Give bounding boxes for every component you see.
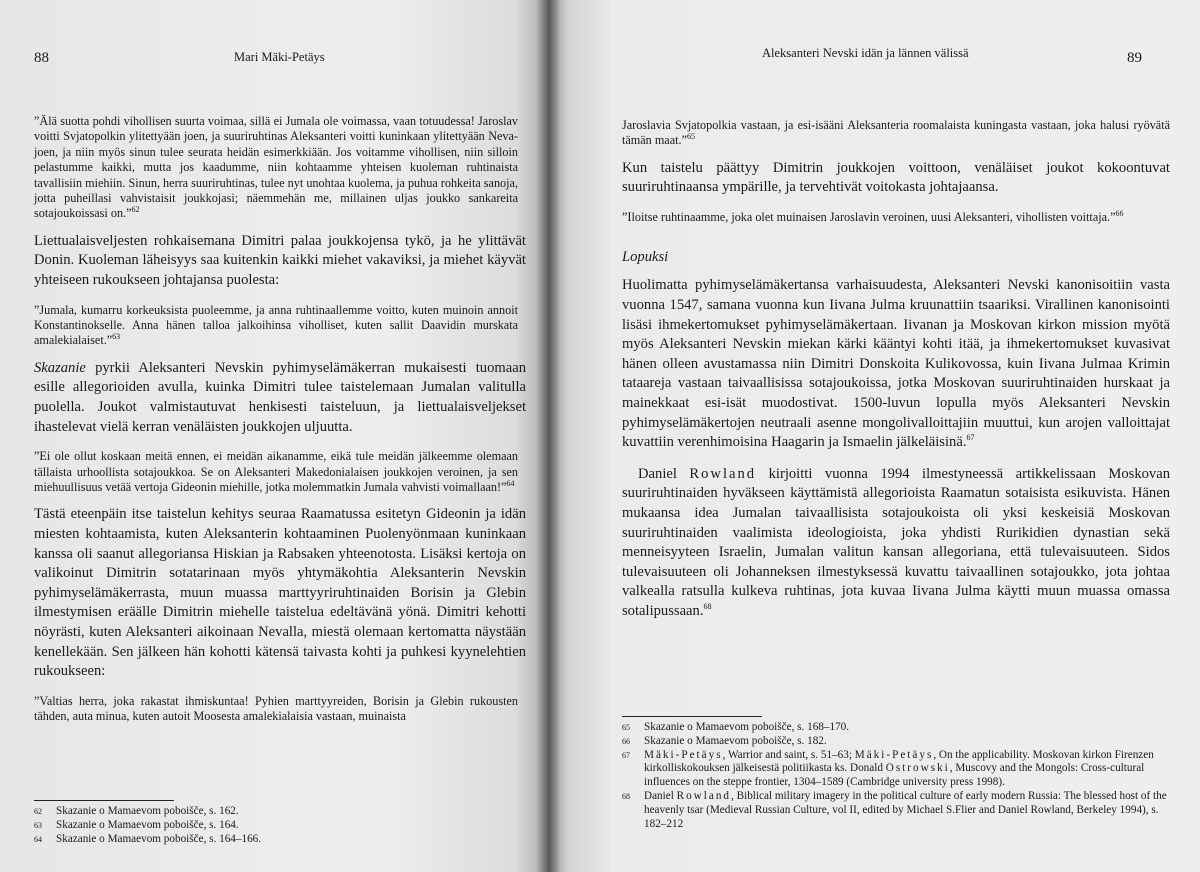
- block-quote-64: ”Ei ole ollut koskaan meitä ennen, ei meidän aikanamme, eikä tule meidän jälkeemme olemaan tällaista urhoollista sotajoukkoa. Se on Aleksanteri Makedonialaisen joukkojen veroinen, ja sen miehuullisuus vetää vertoja Gideonin miehille, jotka molemmatkin Jumala vahvisti voimallaan!”$^{64}$: [34, 449, 518, 495]
- running-head-author: Mari Mäki-Petäys: [234, 50, 325, 64]
- footnote-ref-64: 64: [506, 478, 515, 488]
- author-name-rowland: Rowland: [689, 465, 757, 482]
- left-footnotes: [34, 796, 514, 846]
- footnote-65: 65 Skazanie o Mamaevom poboišče, s. 168–170.: [622, 721, 850, 733]
- left-page: [0, 0, 548, 872]
- paragraph-kun-taistelu: Kun taistelu päättyy Dimitrin joukkojen voittoon, venäläiset joukot kokoontuvat suuriruhtinaansa ympärille, ja tervehtivät voitokasta johtajaansa.: [622, 159, 1170, 196]
- page-number-left: 88: [34, 50, 49, 66]
- block-quote-63: ”Jumala, kumarru korkeuksista puoleemme, ja anna ruhtinaallemme voitto, kuten muinoin annoit Konstantinokselle. Anna hänen talloa jalkoihinsa viholliset, kuten sallit Daavidin murskata amalekialaiset.”$^{63}$: [34, 302, 518, 348]
- footnote-ref-65: 65: [686, 132, 695, 142]
- footnote-67: 67 Mäki-Petäys, Warrior and saint, s. 51–63; Mäki-Petäys, On the applicability. Moskovan kirkon Firenzen kirkolliskokouksen jälkeisestä politiikasta ks. Donald Ostrowski, Muscovy and the Mongols: Cross-cultural influences on the steppe frontier, 1304–1589 (Cambridge university press 1998).: [622, 748, 1154, 789]
- footnote-ref-67: 67: [966, 433, 975, 443]
- footnote-ref-62: 62: [131, 205, 140, 215]
- block-quote-65: Jaroslavia Svjatopolkia vastaan, ja esi-isääni Aleksanteria roomalaista kuningasta vastaan, joka halusi ryövätä tämän maat.”$^{65}$: [622, 118, 1170, 148]
- footnote-64: 64 Skazanie o Mamaevom poboišče, s. 164–166.: [34, 832, 262, 845]
- book-gutter-shadow: [536, 0, 560, 872]
- footnote-66: 66 Skazanie o Mamaevom poboišče, s. 182.: [622, 734, 827, 747]
- footnote-divider: [34, 800, 174, 801]
- running-head-chapter: Aleksanteri Nevski idän ja lännen välissä: [762, 46, 969, 60]
- block-quote-66: ”Iloitse ruhtinaamme, joka olet muinaisen Jaroslavin veroinen, uusi Aleksanteri, vihollisten voittaja.”$^{66}$: [622, 208, 1124, 224]
- italic-title-skazanie: Skazanie: [34, 359, 86, 376]
- footnote-62: 62 Skazanie o Mamaevom poboišče, s. 162.: [34, 805, 239, 817]
- footnote-68: 68 Daniel Rowland, Biblical military imagery in the political culture of early modern Russia: The blessed host of the heavenly tsar (Medieval Russian Culture, vol II, edited by Michael S.Flier and Daniel Rowland, Berkeley 1994), s. 182–212: [622, 789, 1167, 830]
- right-page: [548, 0, 1200, 872]
- page-number-right: 89: [1127, 50, 1142, 66]
- left-running-head: [34, 48, 526, 74]
- paragraph-liettualaisveljesten: Liettualaisveljesten rohkaisemana Dimitri palaa joukkojensa tykö, ja he ylittävät Donin. Kuoleman läheisyys saa kuitenkin kaikki miehet vakaviksi, ja miehet käyvät yhteiseen rukoukseen johtajansa puolesta:: [34, 232, 526, 289]
- footnote-63: 63 Skazanie o Mamaevom poboišče, s. 164.: [34, 818, 239, 831]
- section-heading-lopuksi: Lopuksi: [622, 249, 669, 266]
- block-quote-62: ”Älä suotta pohdi vihollisen suurta voimaa, sillä ei Jumala ole voimassa, vaan totuudessa! Jaroslav voitti Svjatopolkin ylitettyään joen, ja suuriruhtinas Aleksanteri voitti kuninkaan ylitettyään Neva-joen, ja niin myös sinun tulee seurata heidän esimerkkiään. Jos voitamme vihollisen, niin silloin pelastumme kaikki, mutta jos kaadumme, niin kohtaamme yhteisen kuoleman ruhtinaista tavallisiin miehiin. Sinun, herra suuriruhtinas, tulee nyt unohtaa kuolema, ja puhua rohkeita sanoja, jotta puheillasi vahvistaisit joukkojasi; näemmehän me, millainen uljas joukko sankareita sotajoukoissasi on.”$^{62}$: [34, 114, 518, 221]
- footnote-ref-66: 66: [1115, 208, 1124, 218]
- right-footnotes: [622, 712, 1170, 831]
- paragraph-tasta-eteenpain: Tästä eteenpäin itse taistelun kehitys seuraa Raamatussa esitetyn Gideonin ja idän miesten kohtaamista, kuten Aleksanterin kohtaaminen Puolenyönmaan kuninkaan kanssa oli saanut allegoriansa Hiskian ja Rabsaken yhteenotosta. Lisäksi kertoja on valikoinut Dimitrin sotatarinaan myös yhtymäkohtia Aleksanterin Nevskin pyhimyselämäkerrasta, muun muassa marttyyriruhtinaiden Borisin ja Glebin ilmestymisen eräälle Dimitrin miehelle taistelua edeltävänä yönä. Dimitri kehotti nöyrästi, kuten Aleksanteri aikoinaan Nevalla, miestä olemaan kertomatta näystään kenellekään. Sen jälkeen hän kohotti kätensä taivasta kohti ja puhkesi kyynelehtien rukoukseen:: [34, 506, 526, 680]
- paragraph-daniel-rowland: Daniel Rowland kirjoitti vuonna 1994 ilmestyneessä artikkelissaan Moskovan suuriruhtinaiden hyväkseen käyttämistä allegorioista Raamatun sotaisista esikuvista. Hänen mukaansa idea Jumalan taivaallisista sotajoukoista oli yksi keskeisiä Moskovan suuriruhtinaiden vaalimista ideologioista, joka yhdisti Rurikidien dynastian sekä menneisyyteen Israelin, Jumalan valitun kansan allegoriana, että tulevaisuuteen. Sidos tulevaisuuteen oli Johanneksen ilmestyksessä kuvattu taivaallinen sotajoukko, jota johtaa valkealla ratsulla kulkeva ruhtinas, jota kuvaa Iivana Julma käytti muun muassa omassa sotalipussaan.$^{68}$: [622, 465, 1170, 619]
- paragraph-skazanie: Skazanie pyrkii Aleksanteri Nevskin pyhimyselämäkerran mukaisesti tuomaan esille allegorioiden avulla, kuinka Dimitri tulee taistelemaan Jumalan valitulla puolella. Joukot valmistautuvat henkisesti taisteluun, ja liettualaisveljekset ihastelevat vielä kerran venäläisten joukkojen uljuutta.: [34, 359, 526, 435]
- paragraph-huolimatta: Huolimatta pyhimyselämäkertansa varhaisuudesta, Aleksanteri Nevski kanonisoitiin vasta vuonna 1547, samana vuonna kun Iivana Julma kruunattiin tsaariksi. Virallinen kanonisointi lisäsi ihmekertomukset pyhimyselämäkertaan. Iivanan ja Moskovan kirkon mission myötä myös Aleksanteri Nevskin miekan kärki kääntyi kohti itää, ja ihmekertomukset kuvasivat hänen olleen avustamassa niin Dimitri Donskoita Kulikovossa, kuin Iivana Julmaa Krimin tataareja vastaan taivaallisissa sotajoukoissa, jotka Moskovan suuriruhtinaiden hurskaat ja mainekkaat esi-isät muodostivat. 1500-luvun lopulla myös Aleksanteri Nevskin pyhimyselämäkertojen neutraali asenne mongolivalloittajiin muuttui, kun arojen valloittajat kuvattiin verenhimoisina Haagarin ja Ismaelin jälkeläisinä.$^{67}$: [622, 277, 1170, 451]
- block-quote-valtias: ”Valtias herra, joka rakastat ihmiskuntaa! Pyhien marttyyreiden, Borisin ja Glebin rukousten tähden, auta minua, kuten autoit Moosesta amalekialaisia vastaan, muinaista: [34, 693, 518, 724]
- footnote-ref-68: 68: [703, 602, 712, 612]
- footnote-ref-63: 63: [112, 332, 121, 342]
- right-running-head: [622, 44, 1170, 70]
- footnote-divider: [622, 716, 762, 717]
